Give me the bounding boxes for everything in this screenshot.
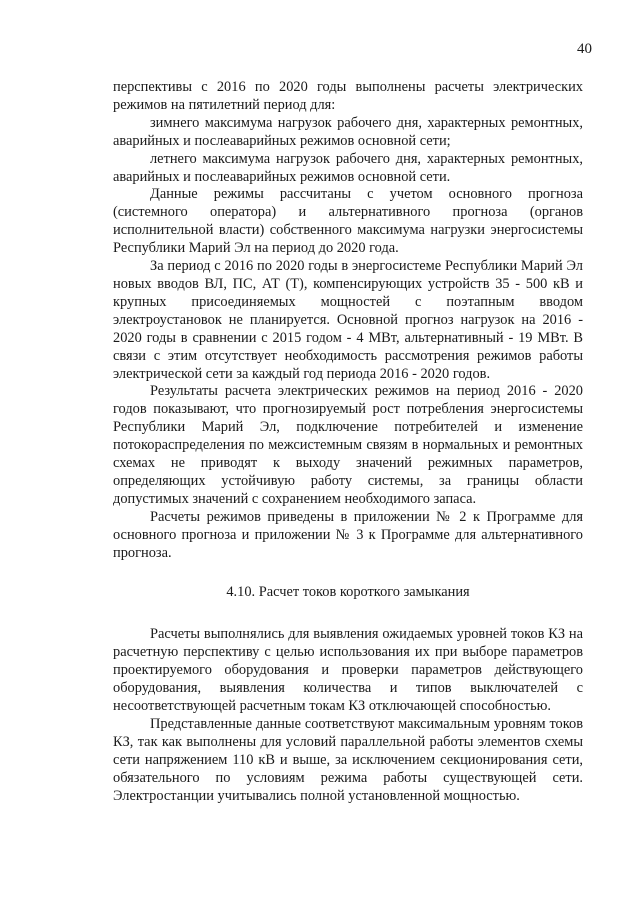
section-title: 4.10. Расчет токов короткого замыкания: [226, 584, 470, 601]
paragraph: Расчеты режимов приведены в приложении № 2 к Программе для основного прогноза и приложении № 3 к Программе для альтернативного прогноза.: [113, 508, 583, 561]
paragraph: За период с 2016 по 2020 годы в энергосистеме Республики Марий Эл новых вводов ВЛ, ПС, АТ (Т), компенсирующих устройств 35 - 500 кВ и крупных присоединяемых мощностей с поэтапным вводом электроустановок не планируется. Основной прогноз нагрузок на 2016 - 2020 годы в сравнении с 2015 годом - 4 МВт, альтернативный - 19 МВт. В связи с этим отсутствует необходимость рассмотрения режимов работы электрической сети за каждый год периода 2016 - 2020 годов.: [113, 258, 583, 382]
paragraph: Данные режимы рассчитаны с учетом основного прогноза (системного оператора) и альтернативного прогноза (органов исполнительной власти) собственного максимума нагрузки энергосистемы Республики Марий Эл на период до 2020 года.: [113, 186, 583, 257]
paragraph: Представленные данные соответствуют максимальным уровням токов КЗ, так как выполнены для условий параллельной работы элементов схемы сети напряжением 110 кВ и выше, за исключением секционирования сети, обязательного по условиям режима работы существующей сети. Электростанции учитывались полной установленной мощностью.: [113, 715, 583, 804]
paragraph: Результаты расчета электрических режимов на период 2016 - 2020 годов показывают, что прогнозируемый рост потребления энергосистемы Республики Марий Эл, подключение потребителей и изменение потокораспределения по межсистемным связям в нормальных и ремонтных схемах не приводят к выходу значений режимных параметров, определяющих устойчивую работу системы, за границы области допустимых значений с сохранением необходимого запаса.: [113, 383, 583, 507]
paragraph: перспективы с 2016 по 2020 годы выполнены расчеты электрических режимов на пятилетний период для:: [113, 79, 583, 113]
document-body: [113, 79, 583, 805]
list-item: летнего максимума нагрузок рабочего дня, характерных ремонтных, аварийных и послеаварийных режимов основной сети.: [113, 150, 583, 185]
page-number: 40: [577, 41, 592, 57]
list-item: зимнего максимума нагрузок рабочего дня, характерных ремонтных, аварийных и послеаварийных режимов основной сети;: [113, 114, 583, 149]
paragraph: Расчеты выполнялись для выявления ожидаемых уровней токов КЗ на расчетную перспективу с целью использования их при выборе параметров проектируемого оборудования и проверки параметров действующего оборудования, выявления количества и типов выключателей с несоответствующей расчетным токам КЗ отключающей способностью.: [113, 626, 583, 714]
